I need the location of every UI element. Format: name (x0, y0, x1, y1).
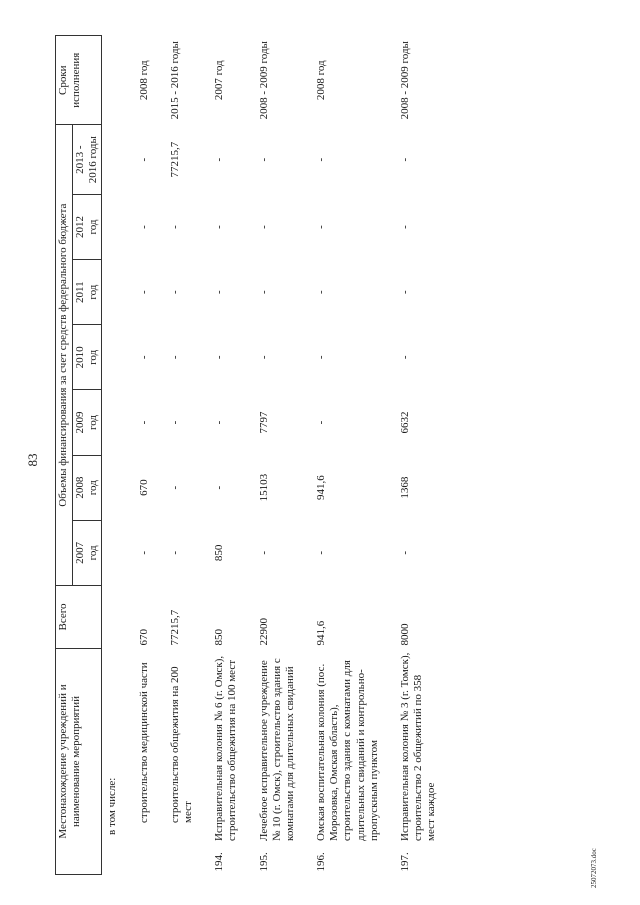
row-2009 (102, 390, 134, 455)
row-number (134, 843, 165, 875)
row-2008: 15103 (257, 473, 270, 502)
header-year-2010: 2010 год (73, 325, 102, 390)
table-row (165, 36, 209, 875)
row-total: 941,6 (315, 620, 328, 646)
row-2011: - (168, 290, 181, 294)
row-2007: - (137, 551, 150, 555)
row-2011: - (399, 290, 411, 294)
row-2007: - (399, 551, 411, 555)
row-2013-2016: 77215,7 (168, 141, 181, 178)
row-2009: - (213, 420, 226, 425)
header-year-2008: 2008 год (73, 455, 102, 520)
row-total: 850 (213, 628, 226, 646)
header-year-2007: 2007 год (73, 520, 102, 585)
table-row (209, 36, 253, 875)
row-total: 22900 (257, 617, 270, 646)
row-2011: - (257, 290, 270, 294)
header-year-2013-2016: 2013 - 2016 годы (73, 125, 102, 194)
row-2012: - (315, 225, 328, 229)
row-name: строительство общежития на 200 мест (168, 666, 194, 823)
row-2008: - (168, 485, 181, 490)
row-deadline: 2015 - 2016 годы (168, 41, 181, 120)
row-2008: 1368 (399, 476, 411, 499)
row-2012: - (399, 225, 411, 229)
row-2013-2016: - (315, 157, 328, 162)
row-2009: - (168, 420, 181, 425)
header-year-2009: 2009 год (73, 390, 102, 455)
row-2013-2016: - (399, 157, 411, 162)
table-row (254, 36, 312, 875)
row-2011: - (137, 290, 150, 294)
row-2012: - (137, 225, 150, 229)
row-deadline: 2008 год (137, 60, 150, 101)
row-name: Исправительная колония № 6 (г. Омск), строительство общежития на 100 мест (213, 655, 239, 841)
document-id: 25072073.doc (590, 848, 598, 888)
row-2009: 6632 (399, 411, 411, 434)
row-2011: - (213, 290, 226, 294)
row-name: строительство медицинской части (137, 662, 150, 823)
header-name: Местонахождение учреждений и наименование мероприятий (56, 648, 102, 874)
row-number (165, 843, 209, 875)
row-2013-2016 (102, 125, 134, 194)
row-2011 (102, 260, 134, 325)
row-name: Омская воспитательная колония (пос. Морозовка, Омская область), строительство здания с комнатами для длительных свиданий и контрольно-пропускным пунктом (315, 660, 380, 841)
header-group: Объемы финансирования за счет средств федерального бюджета (56, 125, 73, 585)
row-2012: - (257, 225, 270, 229)
header-year-2012: 2012 год (73, 194, 102, 259)
row-total: 77215,7 (168, 609, 181, 646)
table-row (102, 36, 134, 875)
row-2010: - (399, 355, 411, 360)
page-number: 83 (25, 453, 40, 467)
row-2010 (102, 325, 134, 390)
table-row (134, 36, 165, 875)
row-deadline: 2008 - 2009 годы (257, 41, 270, 120)
row-deadline: 2007 год (213, 60, 226, 101)
header-year-2011: 2011 год (73, 260, 102, 325)
table-row (311, 36, 395, 875)
row-2009: - (137, 420, 150, 425)
row-deadline: 2008 год (315, 60, 328, 101)
row-number: 196. (315, 852, 328, 872)
row-number (102, 843, 134, 875)
row-2009: - (315, 420, 328, 425)
row-2013-2016: - (257, 157, 270, 162)
row-name: Лечебное исправительное учреждение № 10 (г. Омск), строительство здания с комнатами для длительных свиданий (257, 658, 296, 841)
table-row (395, 36, 453, 875)
row-2013-2016: - (137, 157, 150, 162)
row-2012: - (168, 225, 181, 229)
row-deadline: 2008 - 2009 годы (399, 41, 411, 120)
row-2010: - (137, 355, 150, 360)
row-total: 8000 (399, 623, 411, 646)
row-2007: - (315, 551, 328, 555)
row-2008: 941,6 (315, 475, 328, 501)
row-2013-2016: - (213, 157, 226, 162)
row-2009: 7797 (257, 411, 270, 434)
row-2007 (102, 520, 134, 585)
row-2010: - (213, 355, 226, 360)
row-2007: - (168, 551, 181, 555)
row-total: 670 (137, 628, 150, 646)
row-number: 197. (399, 852, 411, 872)
row-number: 195. (257, 852, 270, 872)
header-total: Всего (56, 585, 102, 648)
row-2008: 670 (137, 479, 150, 496)
row-2010: - (257, 355, 270, 360)
header-deadline: Сроки исполнения (56, 36, 102, 125)
row-2012: - (213, 225, 226, 229)
row-2008 (102, 455, 134, 520)
row-total (102, 585, 134, 648)
row-name: в том числе: (106, 777, 119, 835)
row-2012 (102, 194, 134, 259)
row-2008: - (213, 485, 226, 490)
rotated-page (15, 30, 615, 890)
row-name: Исправительная колония № 3 (г. Томск), строительство 2 общежитий по 358 мест каждое (399, 652, 438, 841)
row-2007: 850 (213, 544, 226, 562)
row-2007: - (257, 551, 270, 555)
financing-table (55, 35, 453, 875)
row-number: 194. (213, 852, 226, 872)
row-2010: - (168, 355, 181, 360)
row-2011: - (315, 290, 328, 294)
row-deadline (102, 36, 134, 125)
row-2010: - (315, 355, 328, 360)
